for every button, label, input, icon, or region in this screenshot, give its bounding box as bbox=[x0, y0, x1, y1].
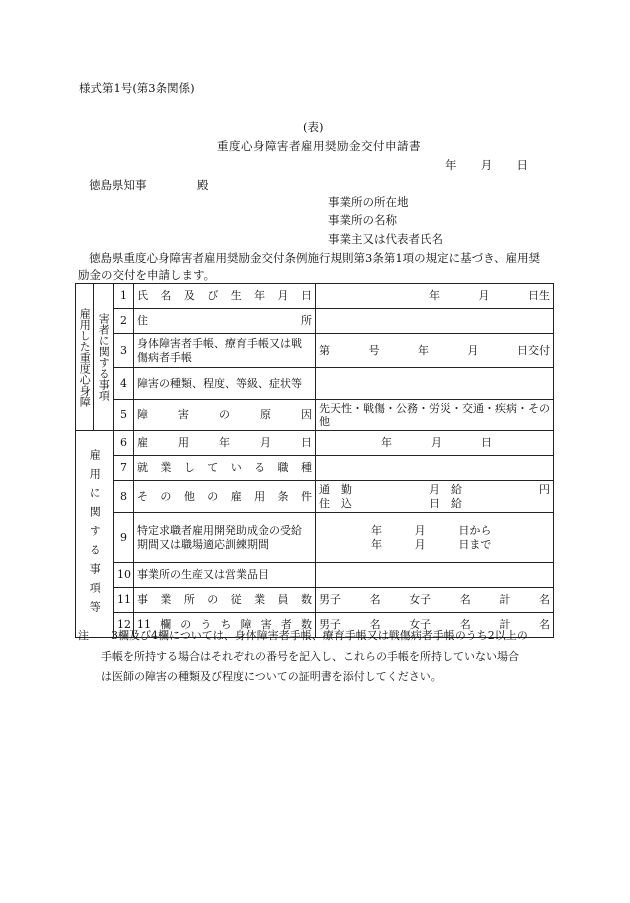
female-label: 女子 bbox=[409, 593, 432, 607]
row-label: 障害の種類、程度、等級、症状等 bbox=[134, 368, 316, 400]
table-row bbox=[76, 588, 554, 613]
address-field[interactable] bbox=[316, 309, 554, 334]
total-unit: 名 bbox=[538, 593, 550, 607]
employ-day: 日 bbox=[481, 436, 492, 450]
employ-month: 月 bbox=[431, 436, 442, 450]
handbook-month: 月 bbox=[467, 343, 479, 357]
group1-label-b: 害者に関する事項 bbox=[97, 313, 111, 401]
row-label: 就 業 し て い る 職 種 bbox=[134, 456, 316, 481]
note-label: 注 bbox=[78, 629, 89, 642]
row-number: 8 bbox=[114, 481, 134, 513]
row-label: 氏 名 及 び 生 年 月 日 bbox=[134, 284, 316, 309]
period-from-month: 月 bbox=[414, 524, 426, 538]
disability-field[interactable] bbox=[316, 368, 554, 400]
total-unit: 名 bbox=[538, 618, 550, 632]
row-number: 4 bbox=[114, 368, 134, 400]
conditions-field[interactable] bbox=[316, 481, 554, 513]
group1-col-b bbox=[94, 284, 114, 431]
empty-unit bbox=[510, 497, 550, 510]
table-row bbox=[76, 284, 554, 309]
female-label: 女子 bbox=[409, 618, 432, 632]
row-number: 7 bbox=[114, 456, 134, 481]
job-type-field[interactable] bbox=[316, 456, 554, 481]
birth-day: 日生 bbox=[528, 289, 550, 303]
row-number: 6 bbox=[114, 431, 134, 456]
birthdate-field[interactable] bbox=[316, 284, 554, 309]
intro-line-1: 徳島県重度心身障害者雇用奨励金交付条例施行規則第3条第1項の規定に基づき、雇用奨 bbox=[89, 251, 541, 265]
daily-pay-label: 日 給 bbox=[429, 496, 462, 510]
row-label: 事業所の生産又は営業品目 bbox=[134, 563, 316, 588]
handbook-no-prefix: 第 bbox=[319, 343, 330, 357]
employee-count-field[interactable] bbox=[316, 588, 554, 613]
form-number: 様式第1号(第3条関係) bbox=[79, 81, 195, 95]
period-to-year: 年 bbox=[371, 537, 382, 551]
employ-year: 年 bbox=[381, 436, 392, 450]
table-row bbox=[76, 400, 554, 431]
cause-field[interactable]: 先天性・戦傷・公務・労災・交通・疾病・その他 bbox=[316, 400, 554, 431]
note-line-2: 手帳を所持する場合はそれぞれの番号を記入し、これらの手帳を所持していない場合 bbox=[101, 649, 519, 663]
date-line bbox=[445, 157, 528, 173]
male-label: 男子 bbox=[319, 593, 341, 607]
period-from-year: 年 bbox=[371, 524, 382, 538]
table-row bbox=[76, 431, 554, 456]
row-label: 障 害 の 原 因 bbox=[134, 400, 316, 431]
products-field[interactable] bbox=[316, 563, 554, 588]
row-label: 雇 用 年 月 日 bbox=[134, 431, 316, 456]
note-line-1: 3欄及び4欄については、身体障害者手帳、療育手帳又は戦傷病者手帳のうち2以上の bbox=[111, 629, 528, 642]
group1-label-a: 雇用した重度心身障 bbox=[78, 307, 92, 407]
handbook-field[interactable] bbox=[316, 334, 554, 368]
row-number: 1 bbox=[114, 284, 134, 309]
application-table bbox=[75, 283, 554, 638]
birth-year: 年 bbox=[429, 289, 440, 303]
male-label: 男子 bbox=[319, 618, 341, 632]
applicant-location: 事業所の所在地 bbox=[328, 195, 409, 209]
row-number: 9 bbox=[114, 513, 134, 563]
row-label: そ の 他 の 雇 用 条 件 bbox=[134, 481, 316, 513]
period-to-day: 日まで bbox=[458, 537, 492, 551]
group2-label: 雇用に関する事項等 bbox=[88, 448, 102, 620]
table-row bbox=[76, 334, 554, 368]
table-row bbox=[76, 513, 554, 563]
table-row bbox=[76, 309, 554, 334]
table-row bbox=[76, 456, 554, 481]
row-label: 事 業 所 の 従 業 員 数 bbox=[134, 588, 316, 613]
date-year: 年 bbox=[445, 158, 457, 172]
table-row bbox=[76, 481, 554, 513]
table-row bbox=[76, 368, 554, 400]
date-month: 月 bbox=[480, 158, 493, 172]
yen-unit: 円 bbox=[539, 483, 550, 497]
front-label: (表) bbox=[303, 120, 324, 134]
employment-date-field[interactable] bbox=[316, 431, 554, 456]
row-number: 11 bbox=[114, 588, 134, 613]
applicant-representative: 事業主又は代表者氏名 bbox=[328, 232, 443, 246]
handbook-year: 年 bbox=[418, 343, 429, 357]
male-unit: 名 bbox=[369, 618, 381, 632]
form-title: 重度心身障害者雇用奨励金交付申請書 bbox=[217, 139, 421, 153]
row-number: 10 bbox=[114, 563, 134, 588]
addressee: 徳島県知事 bbox=[89, 178, 147, 192]
subsidy-period-field[interactable] bbox=[316, 513, 554, 563]
row-number: 3 bbox=[114, 334, 134, 368]
period-from-day: 日から bbox=[458, 524, 492, 538]
row-number: 12 bbox=[114, 613, 134, 638]
handbook-no-suffix: 号 bbox=[368, 343, 380, 357]
row-label: 11 欄 の う ち 障 害 者 数 bbox=[134, 613, 316, 638]
footnote bbox=[78, 626, 553, 688]
row-number: 2 bbox=[114, 309, 134, 334]
commute-label: 通 勤 bbox=[319, 483, 352, 497]
monthly-pay-label: 月 給 bbox=[429, 483, 462, 497]
male-unit: 名 bbox=[369, 593, 381, 607]
row-label: 身体障害者手帳、療育手帳又は戦傷病者手帳 bbox=[134, 334, 316, 368]
row-number: 5 bbox=[114, 400, 134, 431]
handbook-issued: 日交付 bbox=[517, 343, 550, 357]
note-line-3: は医師の障害の種類及び程度についての証明書を添付してください。 bbox=[101, 670, 442, 683]
female-unit: 名 bbox=[459, 618, 471, 632]
row-label: 住 所 bbox=[134, 309, 316, 334]
live-in-label: 住 込 bbox=[319, 496, 352, 510]
applicant-name: 事業所の名称 bbox=[328, 213, 397, 227]
date-day: 日 bbox=[516, 158, 528, 172]
table-row bbox=[76, 563, 554, 588]
group2-cell bbox=[76, 431, 114, 638]
total-label: 計 bbox=[499, 593, 511, 607]
total-label: 計 bbox=[499, 618, 511, 632]
female-unit: 名 bbox=[459, 593, 471, 607]
group1-col-a bbox=[76, 284, 94, 431]
intro-line-2: 励金の交付を申請します。 bbox=[78, 268, 216, 282]
birth-month: 月 bbox=[478, 289, 490, 303]
period-to-month: 月 bbox=[414, 537, 426, 551]
row-label: 特定求職者雇用開発助成金の受給期間又は職場適応訓練期間 bbox=[134, 513, 316, 563]
honorific: 殿 bbox=[197, 178, 209, 192]
